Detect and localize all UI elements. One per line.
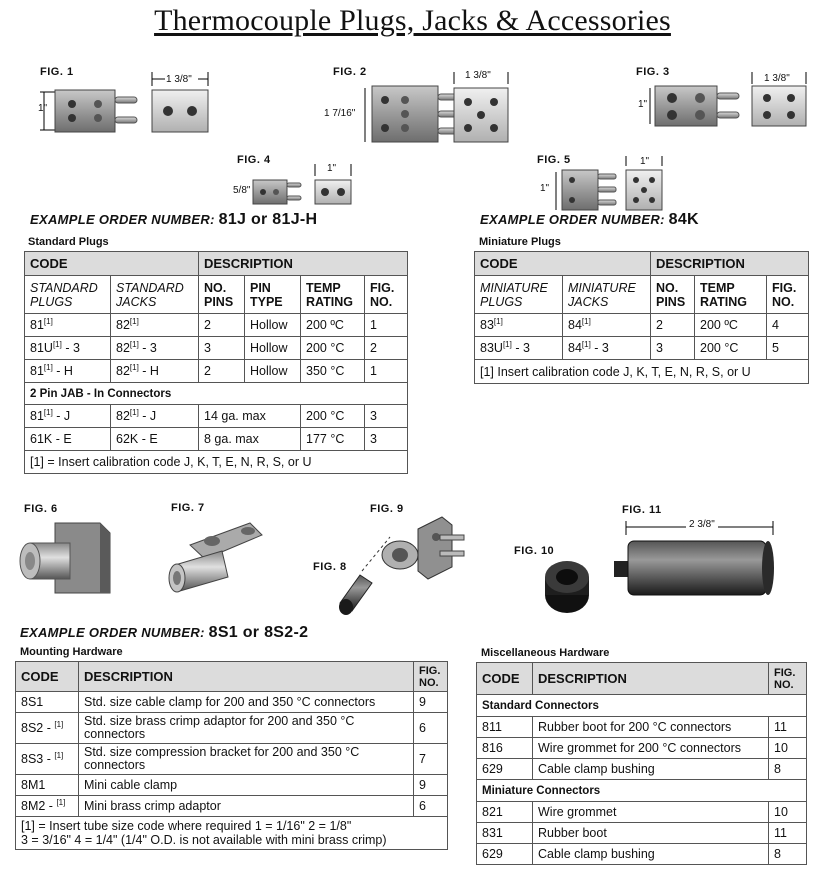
fig2-plug-drawing: [365, 72, 508, 142]
table-row: 61K - E 62K - E 8 ga. max 177 °C 3: [25, 428, 408, 451]
table-row: 81U[1] - 3 82[1] - 3 3 Hollow 200 °C 2: [25, 337, 408, 360]
miniature-plugs-note: [1] Insert calibration code J, K, T, E, N, R, S, or U: [475, 360, 809, 384]
table-row: 83[1] 84[1] 2 200 ºC 4: [475, 314, 809, 337]
sub-miniature-jacks: MINIATURE JACKS: [563, 276, 651, 314]
table-row: 81[1] - H 82[1] - H 2 Hollow 350 °C 1: [25, 360, 408, 383]
fig11-rubber-boot-drawing: [614, 521, 774, 595]
table-row: 821 Wire grommet 10: [477, 802, 807, 823]
table-row: 831 Rubber boot 11: [477, 823, 807, 844]
sub-no-pins: NO. PINS: [199, 276, 245, 314]
fig9-label: FIG. 9: [370, 503, 404, 515]
table-row: 629 Cable clamp bushing 8: [477, 759, 807, 780]
standard-plugs-heading: Standard Plugs: [28, 236, 109, 248]
col-description: DESCRIPTION: [533, 663, 769, 695]
col-code: CODE: [477, 663, 533, 695]
table-row: 83U[1] - 3 84[1] - 3 3 200 °C 5: [475, 337, 809, 360]
sub-fig-no: FIG. NO.: [767, 276, 809, 314]
fig3-height: 1": [638, 99, 648, 110]
table-row: 8M2 - [1] Mini brass crimp adaptor 6: [16, 796, 448, 817]
sub-temp-rating: TEMP RATING: [695, 276, 767, 314]
fig11-width: 2 3/8": [686, 519, 718, 530]
fig2-width: 1 3/8": [465, 70, 491, 81]
fig3-width: 1 3/8": [764, 73, 790, 84]
fig7-bracket-drawing: [169, 523, 262, 592]
fig2-label: FIG. 2: [333, 66, 367, 78]
table-row: 629 Cable clamp bushing 8: [477, 844, 807, 865]
table-row: 81[1] - J 82[1] - J 14 ga. max 200 °C 3: [25, 405, 408, 428]
jab-group-label: 2 Pin JAB - In Connectors: [25, 383, 408, 405]
table-row: 8M1 Mini cable clamp 9: [16, 775, 448, 796]
col-description: DESCRIPTION: [651, 252, 809, 276]
mounting-hardware-table: [15, 661, 448, 850]
fig9-cable-clamp-drawing: [382, 517, 464, 579]
sub-miniature-plugs: MINIATURE PLUGS: [475, 276, 563, 314]
mounting-hardware-heading: Mounting Hardware: [20, 646, 123, 658]
hardware-figures: [0, 495, 825, 635]
table-row: 8S1 Std. size cable clamp for 200 and 350 °C connectors 9: [16, 692, 448, 713]
miniature-connectors-group: Miniature Connectors: [477, 780, 807, 802]
fig6-label: FIG. 6: [24, 503, 58, 515]
col-code: CODE: [16, 662, 79, 692]
col-code: CODE: [475, 252, 651, 276]
fig6-crimp-adaptor-drawing: [20, 523, 110, 593]
mounting-note: [1] = Insert tube size code where required 1 = 1/16" 2 = 1/8" 3 = 3/16" 4 = 1/4" (1/4" O.D. is not available with mini brass crimp): [16, 817, 448, 850]
col-description: DESCRIPTION: [79, 662, 414, 692]
fig10-grommet-drawing: [545, 561, 589, 613]
fig3-label: FIG. 3: [636, 66, 670, 78]
order-number-mounting: EXAMPLE ORDER NUMBER: 8S1 or 8S2-2: [20, 624, 309, 641]
table-row: 8S2 - [1] Std. size brass crimp adaptor for 200 and 350 °C connectors 6: [16, 713, 448, 744]
table-row: 8S3 - [1] Std. size compression bracket for 200 and 350 °C connectors 7: [16, 744, 448, 775]
page-title: Thermocouple Plugs, Jacks & Accessories: [154, 4, 671, 37]
fig8-bushing-drawing: [339, 537, 390, 615]
order-number-miniature: EXAMPLE ORDER NUMBER: 84K: [480, 211, 699, 228]
col-fig-no: FIG. NO.: [414, 662, 448, 692]
sub-standard-plugs: STANDARD PLUGS: [25, 276, 111, 314]
fig2-height: 1 7/16": [324, 108, 356, 119]
fig4-width: 1": [327, 163, 337, 174]
miniature-plugs-table: [474, 251, 809, 384]
fig5-label: FIG. 5: [537, 154, 571, 166]
table-row: 816 Wire grommet for 200 °C connectors 10: [477, 738, 807, 759]
sub-pin-type: PIN TYPE: [245, 276, 301, 314]
fig1-label: FIG. 1: [40, 66, 74, 78]
fig7-label: FIG. 7: [171, 502, 205, 514]
order-number-standard: EXAMPLE ORDER NUMBER: 81J or 81J-H: [30, 211, 318, 228]
standard-plugs-note: [1] = Insert calibration code J, K, T, E, N, R, S, or U: [25, 451, 408, 474]
fig4-label: FIG. 4: [237, 154, 271, 166]
standard-plugs-table: [24, 251, 408, 474]
col-fig-no: FIG. NO.: [769, 663, 807, 695]
sub-fig-no: FIG. NO.: [365, 276, 408, 314]
table-row: 811 Rubber boot for 200 °C connectors 11: [477, 717, 807, 738]
col-description: DESCRIPTION: [199, 252, 408, 276]
fig1-height: 1": [38, 103, 48, 114]
miniature-plugs-heading: Miniature Plugs: [479, 236, 561, 248]
fig8-label: FIG. 8: [313, 561, 347, 573]
fig11-label: FIG. 11: [622, 504, 662, 516]
col-code: CODE: [25, 252, 199, 276]
sub-temp-rating: TEMP RATING: [301, 276, 365, 314]
fig4-plug-drawing: [253, 164, 351, 204]
sub-standard-jacks: STANDARD JACKS: [111, 276, 199, 314]
fig4-height: 5/8": [233, 185, 251, 196]
misc-hardware-heading: Miscellaneous Hardware: [481, 647, 610, 659]
fig5-width: 1": [640, 156, 650, 167]
fig1-width: 1 3/8": [166, 74, 192, 85]
connector-figures: [0, 60, 825, 280]
misc-hardware-table: [476, 662, 807, 865]
sub-no-pins: NO. PINS: [651, 276, 695, 314]
fig5-height: 1": [540, 183, 550, 194]
standard-connectors-group: Standard Connectors: [477, 695, 807, 717]
table-row: 81[1] 82[1] 2 Hollow 200 ºC 1: [25, 314, 408, 337]
fig10-label: FIG. 10: [514, 545, 555, 557]
